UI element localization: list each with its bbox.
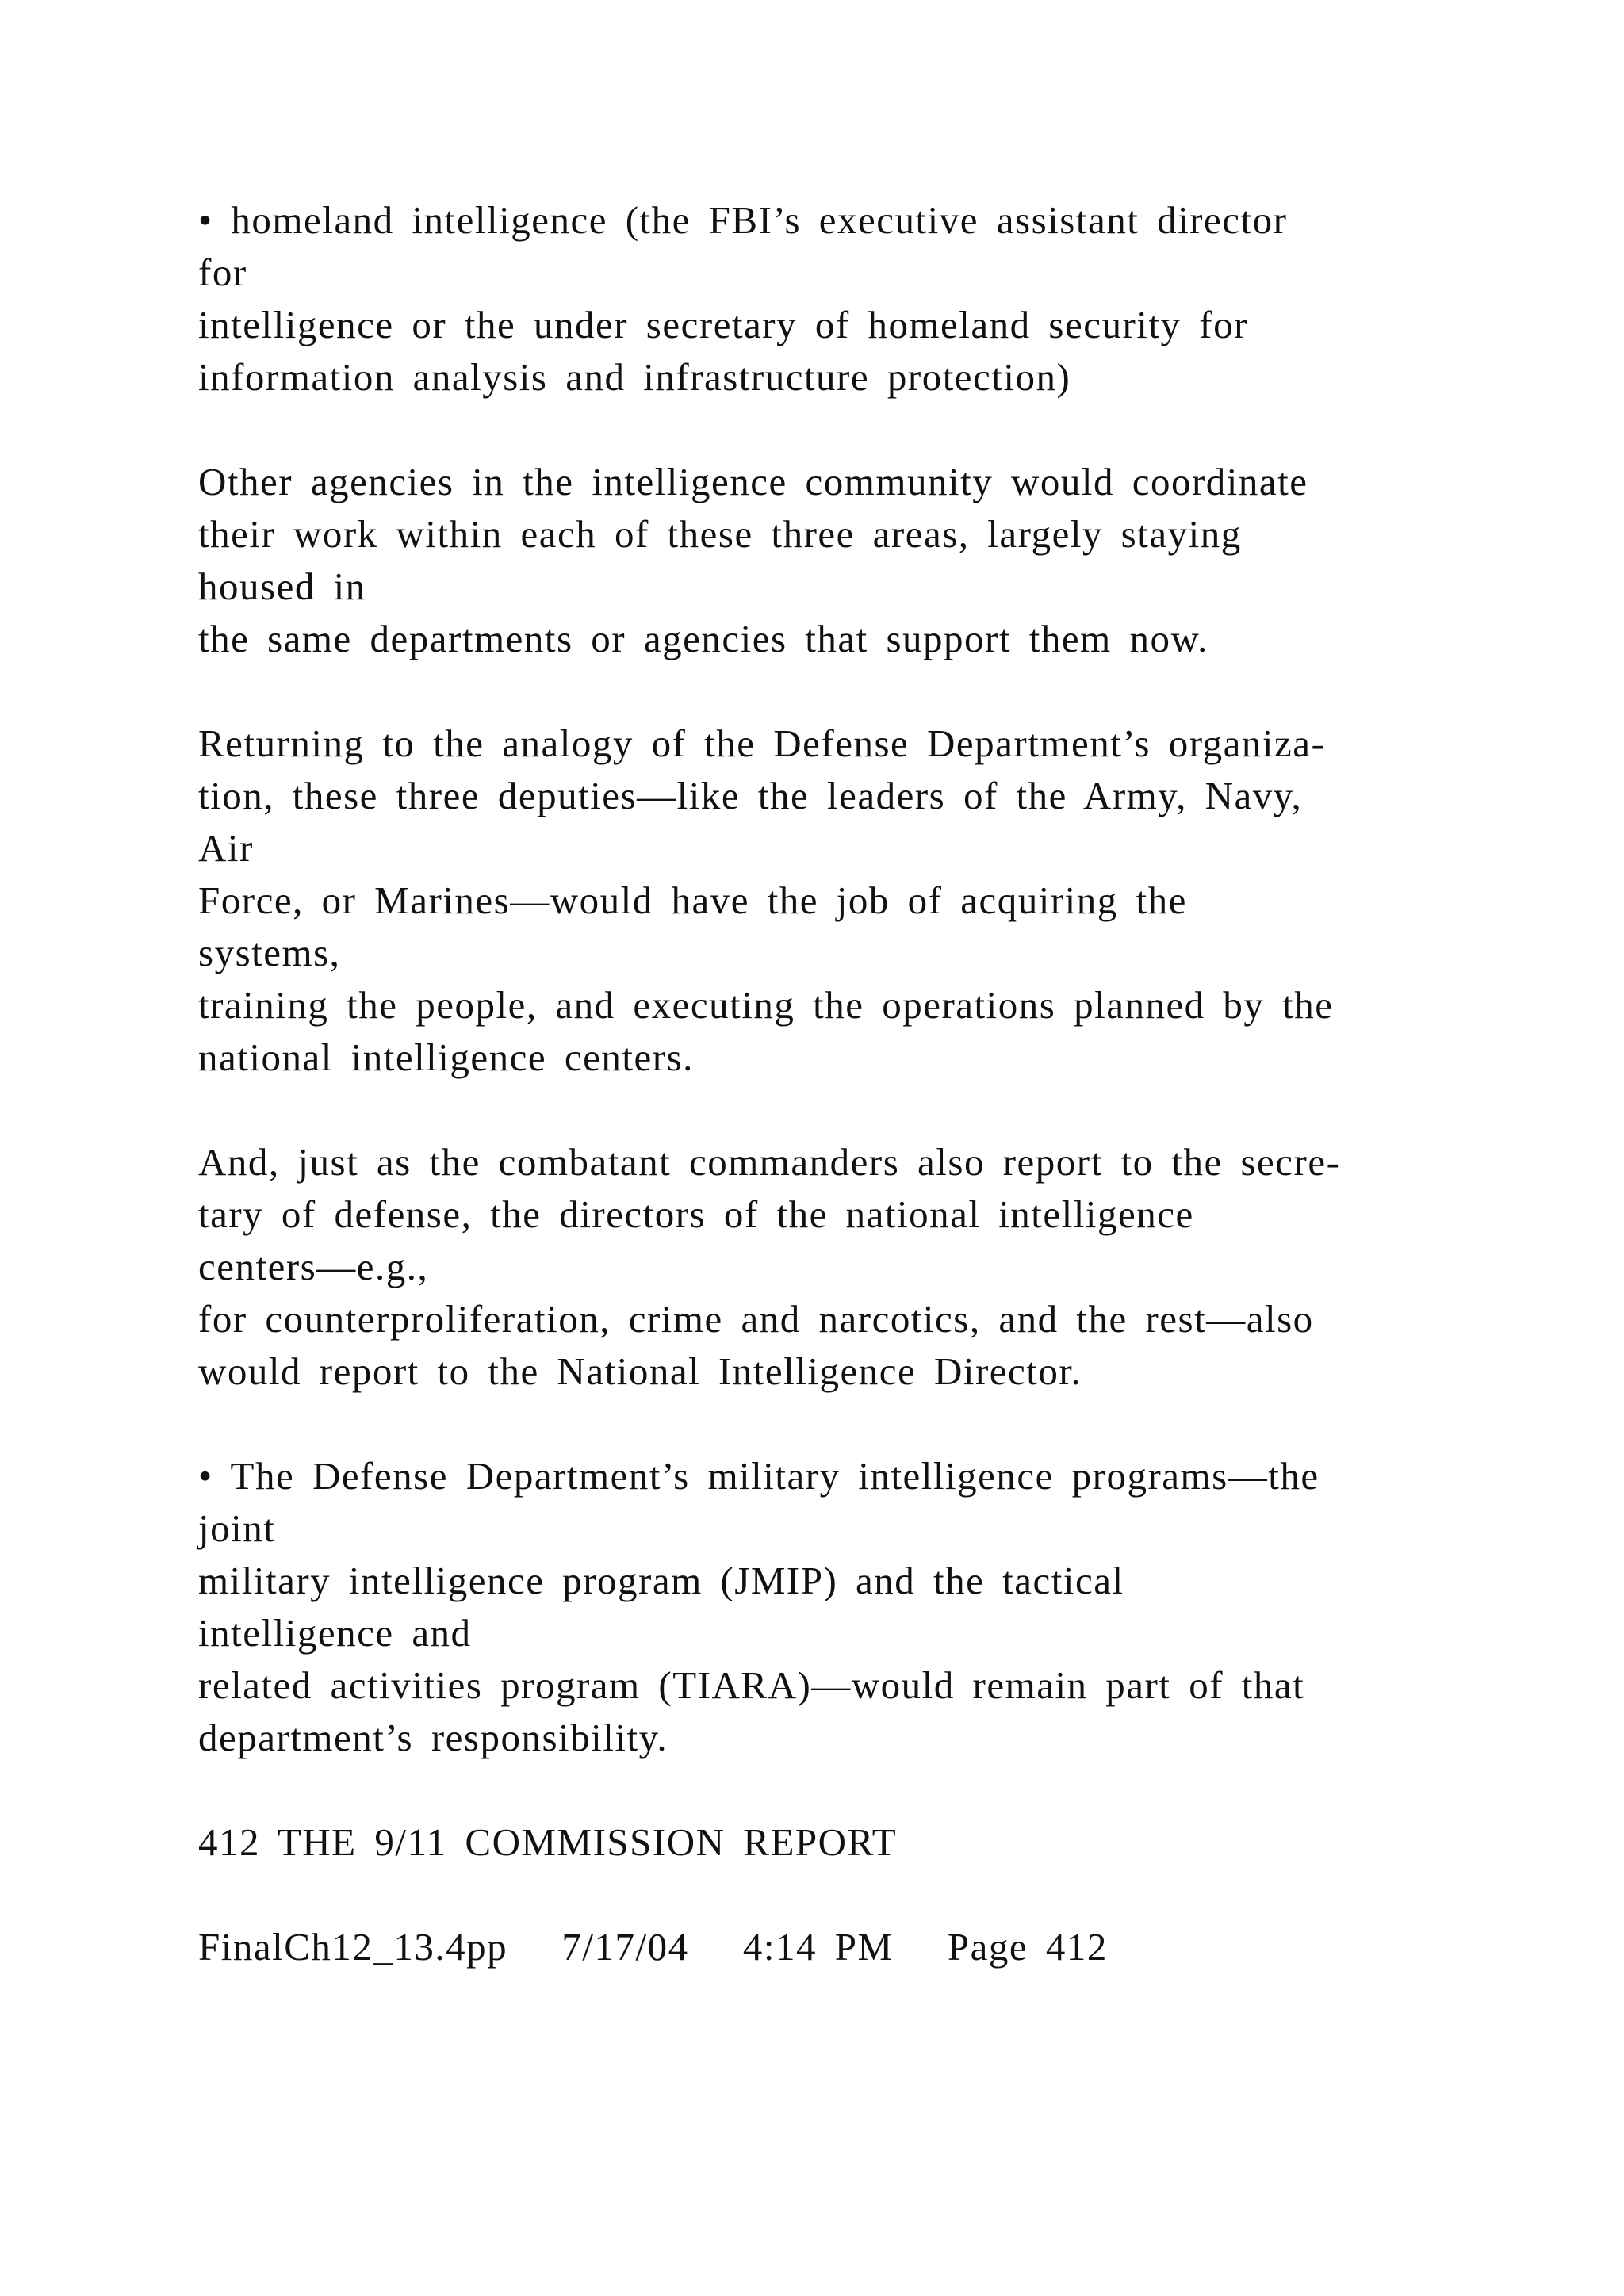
text-line: training the people, and executing the operations planned by the [198, 983, 1334, 1027]
text-line: • homeland intelligence (the FBI’s executive assistant director [198, 198, 1288, 242]
text-line: related activities program (TIARA)—would remain part of that [198, 1663, 1305, 1707]
text-line: Other agencies in the intelligence community would coordinate [198, 460, 1308, 503]
text-line: housed in [198, 564, 366, 608]
paragraph-homeland-intelligence [198, 194, 1562, 404]
text-line: national intelligence centers. [198, 1035, 694, 1079]
print-slug [198, 1921, 1562, 1973]
text-line: information analysis and infrastructure protection) [198, 355, 1071, 399]
text-line: centers—e.g., [198, 1245, 429, 1288]
text-line: joint [198, 1506, 276, 1550]
text-line: would report to the National Intelligence Director. [198, 1349, 1082, 1393]
paragraph-other-agencies [198, 456, 1562, 665]
text-line: Returning to the analogy of the Defense Department’s organiza- [198, 721, 1326, 765]
text-line: tion, these three deputies—like the leaders of the Army, Navy, [198, 774, 1303, 817]
text-line: And, just as the combatant commanders also report to the secre- [198, 1140, 1341, 1184]
text-line: intelligence and [198, 1611, 472, 1655]
text-line: department’s responsibility. [198, 1716, 668, 1759]
running-head-text: 412 THE 9/11 COMMISSION REPORT [198, 1820, 898, 1864]
text-line: the same departments or agencies that support them now. [198, 617, 1208, 660]
print-slug-text: FinalCh12_13.4pp 7/17/04 4:14 PM Page 412 [198, 1925, 1108, 1969]
document-page [198, 194, 1562, 2026]
paragraph-military-intelligence-programs [198, 1450, 1562, 1764]
text-line: military intelligence program (JMIP) and the tactical [198, 1559, 1124, 1602]
text-line: Force, or Marines—would have the job of acquiring the [198, 878, 1187, 922]
paragraph-defense-analogy [198, 718, 1562, 1084]
text-line: systems, [198, 931, 341, 974]
text-line: intelligence or the under secretary of homeland security for [198, 303, 1248, 346]
text-line: Air [198, 826, 254, 870]
text-line: for counterproliferation, crime and narcotics, and the rest—also [198, 1297, 1314, 1341]
paragraph-combatant-commanders [198, 1136, 1562, 1398]
running-head [198, 1816, 1562, 1869]
text-line: tary of defense, the directors of the national intelligence [198, 1192, 1194, 1236]
text-line: • The Defense Department’s military intelligence programs—the [198, 1454, 1320, 1498]
text-line: their work within each of these three areas, largely staying [198, 512, 1242, 556]
text-line: for [198, 251, 247, 294]
